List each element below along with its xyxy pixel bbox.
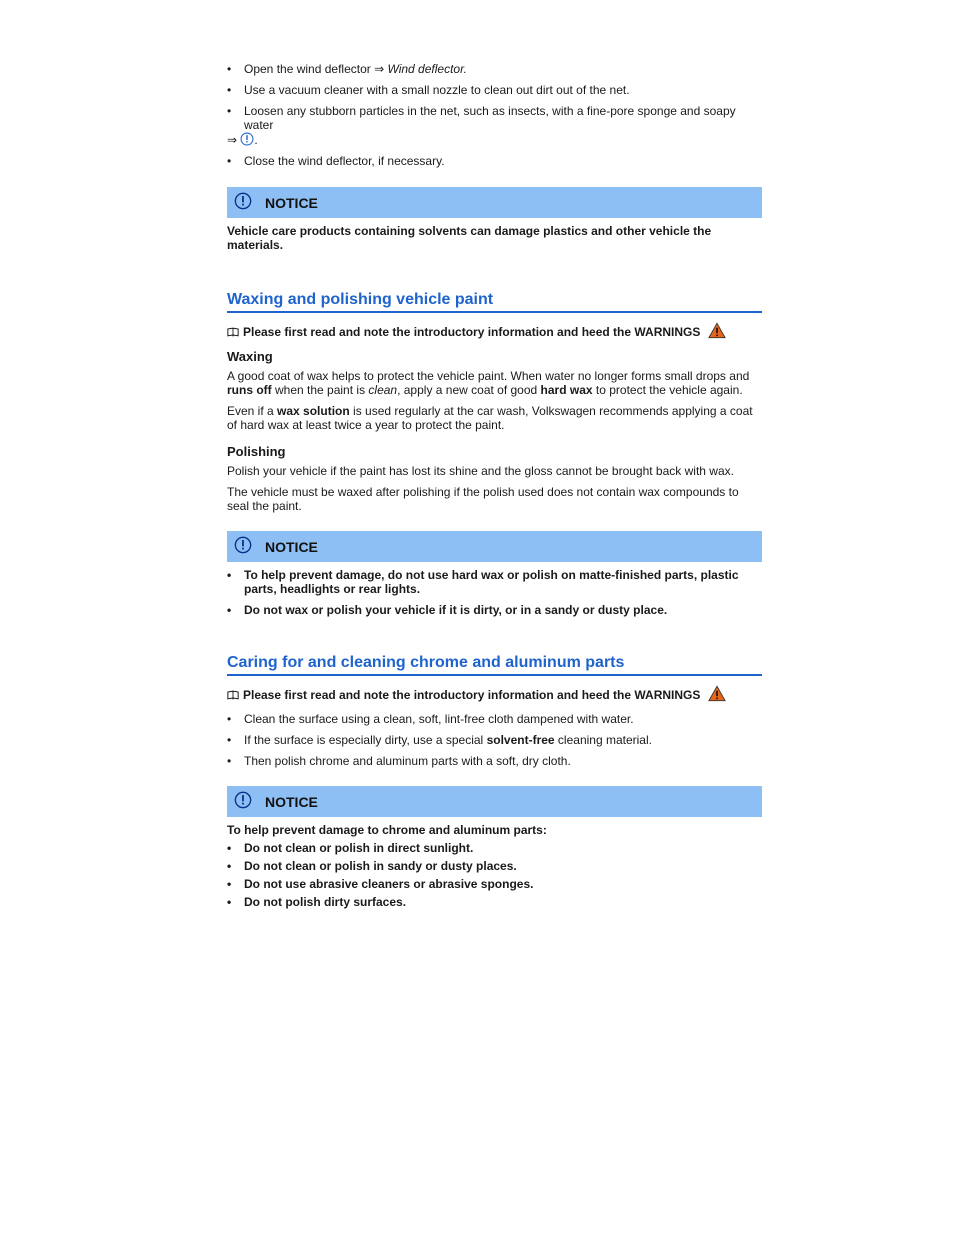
- list-item: • Open the wind deflector ⇒ Wind deflector.: [227, 62, 467, 76]
- waxing-paragraph-1: A good coat of wax helps to protect the vehicle paint. When water no longer forms small drops and runs off when the paint is clean, apply a new coat of good hard wax to protect the vehicle again.: [227, 369, 750, 397]
- list-item: • Do not clean or polish in sandy or dusty places.: [227, 859, 517, 873]
- list-item: • Loosen any stubborn particles in the net, such as insects, with a fine-pore sponge and soapy water ⇒ .: [227, 104, 736, 147]
- section-heading-waxing: Waxing and polishing vehicle paint: [227, 291, 762, 313]
- list-item: • Close the wind deflector, if necessary.: [227, 154, 445, 168]
- notice-ref-icon[interactable]: [240, 132, 254, 146]
- list-item: • Clean the surface using a clean, soft, lint-free cloth dampened with water.: [227, 712, 634, 726]
- notice-label: NOTICE: [265, 538, 318, 555]
- exclamation-icon: [234, 536, 252, 554]
- notice-banner: [227, 531, 762, 562]
- book-icon: [227, 327, 239, 337]
- notice-banner: [227, 187, 762, 218]
- notice-list: [227, 568, 762, 617]
- list-item: • To help prevent damage, do not use hard wax or polish on matte-finished parts, plastic parts, headlights or rear lights.: [227, 568, 739, 596]
- list-item: • Use a vacuum cleaner with a small nozzle to clean out dirt out of the net.: [227, 83, 630, 97]
- list-item: • Then polish chrome and aluminum parts with a soft, dry cloth.: [227, 754, 571, 768]
- exclamation-icon: [234, 192, 252, 210]
- waxing-title: Waxing: [227, 349, 273, 364]
- intro-note: Please first read and note the introductory information and heed the WARNINGS: [227, 325, 762, 339]
- list-item: • Do not clean or polish in direct sunlight.: [227, 841, 474, 855]
- deflector-steps: [227, 62, 762, 168]
- polishing-paragraph-1: Polish your vehicle if the paint has lost its shine and the gloss cannot be brought back with wax.: [227, 464, 734, 478]
- notice-label: NOTICE: [265, 194, 318, 211]
- notice-lead: To help prevent damage to chrome and aluminum parts:: [227, 823, 547, 837]
- chrome-steps: [227, 712, 762, 768]
- notice-banner: [227, 786, 762, 817]
- section-heading-chrome: Caring for and cleaning chrome and aluminum parts: [227, 654, 762, 676]
- list-item: • Do not polish dirty surfaces.: [227, 895, 407, 909]
- warning-icon[interactable]: [708, 322, 726, 339]
- warning-icon[interactable]: [708, 685, 726, 702]
- wind-deflector-link[interactable]: Wind deflector.: [387, 62, 467, 76]
- polishing-title: Polishing: [227, 444, 286, 459]
- list-item: • Do not wax or polish your vehicle if it is dirty, or in a sandy or dusty place.: [227, 603, 668, 617]
- list-item: • If the surface is especially dirty, use a special solvent-free cleaning material.: [227, 733, 652, 747]
- exclamation-icon: [234, 791, 252, 809]
- notice-label: NOTICE: [265, 793, 318, 810]
- intro-note: Please first read and note the introductory information and heed the WARNINGS: [227, 688, 762, 702]
- list-item: • Do not use abrasive cleaners or abrasive sponges.: [227, 877, 534, 891]
- manual-page: [227, 62, 762, 913]
- notice-text: Vehicle care products containing solvents can damage plastics and other vehicle the materials.: [227, 224, 712, 252]
- notice-list: [227, 841, 762, 909]
- polishing-paragraph-2: The vehicle must be waxed after polishing if the polish used does not contain wax compounds to seal the paint.: [227, 485, 739, 513]
- book-icon: [227, 690, 239, 700]
- waxing-paragraph-2: Even if a wax solution is used regularly at the car wash, Volkswagen recommends applying a coat of hard wax at least twice a year to protect the paint.: [227, 404, 753, 432]
